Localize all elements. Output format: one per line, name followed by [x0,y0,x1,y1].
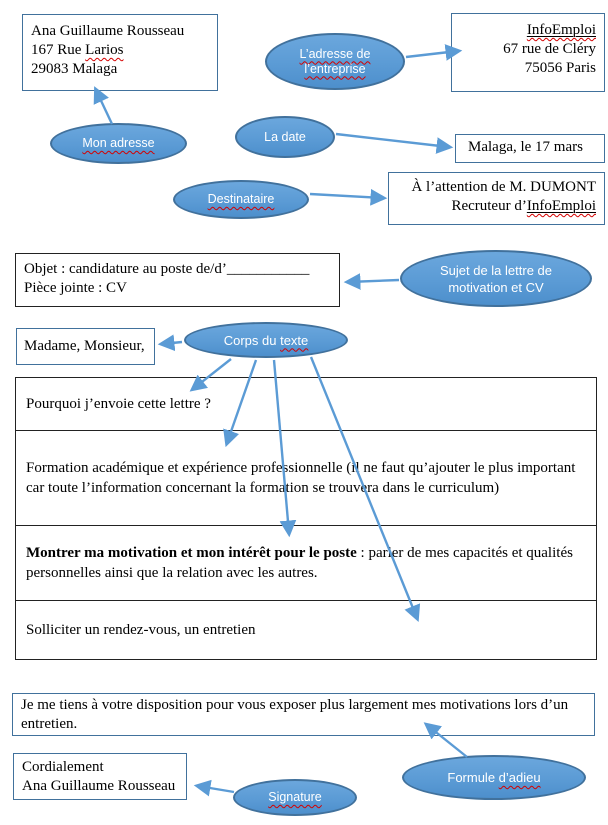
misspelled-word: InfoEmploi [526,198,596,214]
company-name [460,21,596,40]
callout-recipient: Destinataire [173,180,309,219]
row-text: Solliciter un rendez-vous, un entretien [26,622,256,638]
table-row [16,430,596,525]
closing-word: Cordialement [22,759,104,775]
callout-date: La date [235,116,335,158]
recipient-line1: À l’attention de M. DUMONT [411,179,596,195]
sender-city: 29083 Malaga [31,61,118,77]
row-text: Formation académique et expérience professionnelle (il ne faut qu’ajouter le plus important car toute l’information concernant la formation se trouvera dans le curriculum) [26,460,576,496]
sender-street: 167 Rue Larios [31,42,124,58]
recipient-box [388,172,605,225]
subject-line: Objet : candidature au poste de/d’___________ [24,261,310,277]
sender-name: Ana Guillaume Rousseau [31,23,185,39]
availability-box: Je me tiens à votre disposition pour vous exposer plus largement mes motivations lors d’un entretien. [12,693,595,736]
closing-box [13,753,187,800]
callout-subject: Sujet de la lettre de motivation et CV [400,250,592,307]
callout-my-address: Mon adresse [50,123,187,164]
row-text: Montrer ma motivation et mon intérêt pour le poste : parler de mes capacités et qualités personnelles ainsi que la relation avec les autres. [26,545,573,581]
closing-name: Ana Guillaume Rousseau [22,778,176,794]
arrow-signature [198,786,234,792]
misspelled-word: Larios [85,42,124,58]
table-row [16,525,596,600]
subject-box [15,253,340,307]
company-address-box [451,13,605,92]
callout-body: Corps du texte [184,322,348,358]
salutation-box: Madame, Monsieur, [16,328,155,365]
arrow-date [336,134,449,147]
company-city: 75056 Paris [524,60,596,76]
table-row [16,378,596,430]
company-street: 67 rue de Cléry [503,41,596,57]
arrow-recipient [310,194,383,198]
callout-closing: Formule d’adieu [402,755,586,800]
sender-address-box [22,14,218,91]
arrow-salutation [162,342,182,344]
row-text: Pourquoi j’envoie cette lettre ? [26,396,211,412]
body-structure-table [15,377,597,660]
arrow-subject [348,280,399,282]
arrow-my-address [96,90,112,124]
date-box: Malaga, le 17 mars [455,134,605,163]
misspelled-word: InfoEmploi [526,22,596,38]
callout-signature: Signature [233,779,357,816]
callout-company-address: L’adresse de l’entreprise [265,33,405,90]
table-row [16,600,596,659]
recipient-line2: Recruteur d’InfoEmploi [451,198,596,214]
attachment-line: Pièce jointe : CV [24,280,127,296]
